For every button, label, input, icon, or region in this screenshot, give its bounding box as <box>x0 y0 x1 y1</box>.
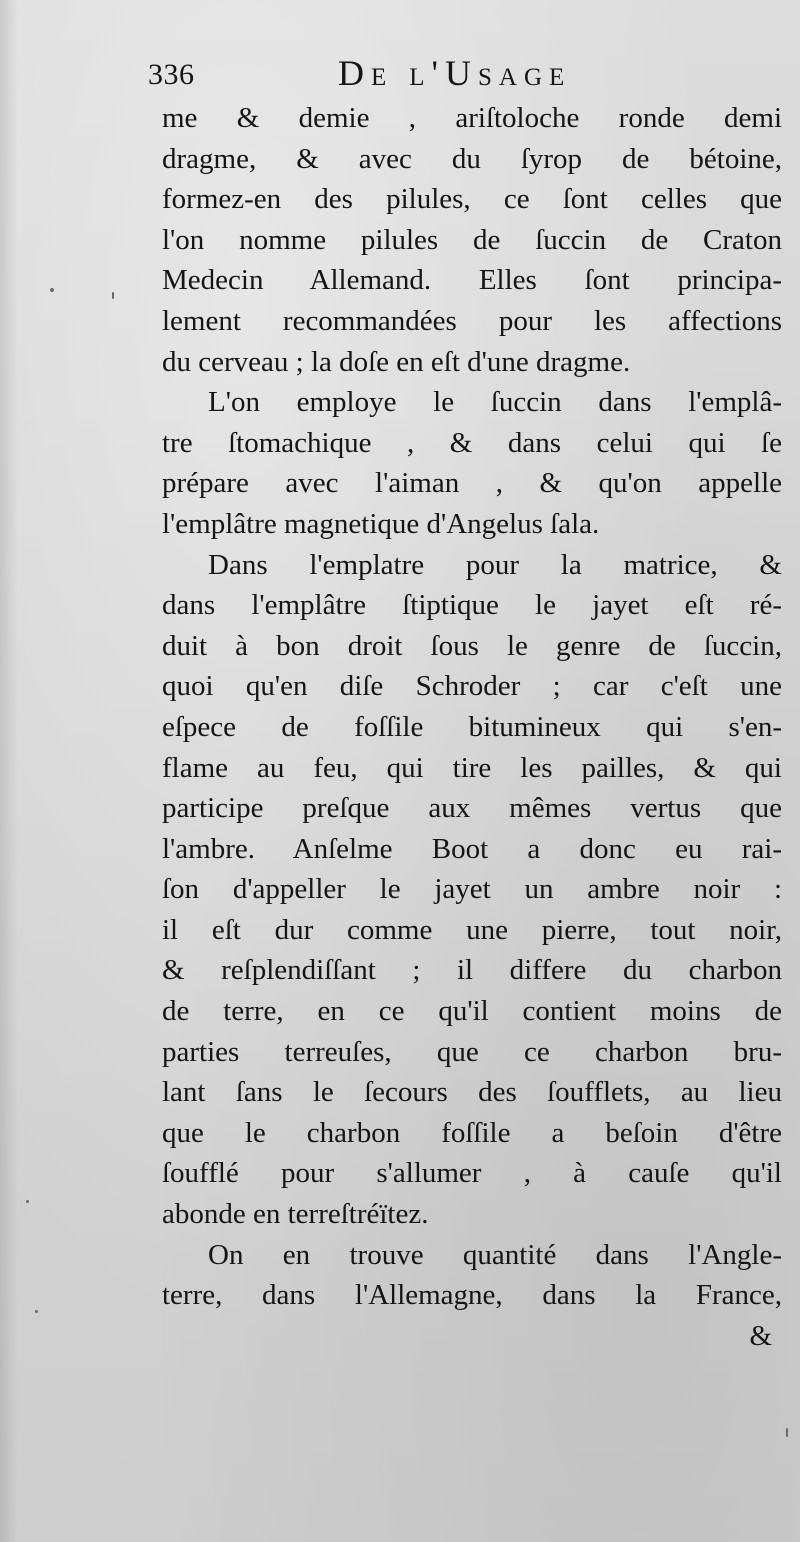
paper-speck <box>786 1428 788 1437</box>
text-line: parties terreuſes, que ce charbon bru- <box>162 1035 782 1068</box>
paragraph-start-line: L'on employe le ſuccin dans l'emplâ- <box>208 386 782 419</box>
text-line: que le charbon foſſile a beſoin d'être <box>162 1116 782 1149</box>
text-line: quoi qu'en diſe Schroder ; car c'eſt une <box>162 670 782 703</box>
page-header <box>148 52 788 98</box>
text-line: formez-en des pilules, ce ſont celles que <box>162 183 782 216</box>
body-text <box>162 98 782 1356</box>
text-line: terre, dans l'Allemagne, dans la France, <box>162 1279 782 1312</box>
page-gutter-shadow <box>0 0 18 1542</box>
text-line: l'ambre. Anſelme Boot a donc eu rai- <box>162 832 782 865</box>
paper-speck <box>112 292 114 299</box>
text-line: tre ſtomachique , & dans celui qui ſe <box>162 426 782 459</box>
text-line: eſpece de foſſile bitumineux qui s'en- <box>162 710 782 743</box>
text-line: lement recommandées pour les affections <box>162 304 782 337</box>
text-line: duit à bon droit ſous le genre de ſuccin, <box>162 629 782 662</box>
running-head: De l'Usage <box>338 53 572 93</box>
text-line: ſon d'appeller le jayet un ambre noir : <box>162 873 782 906</box>
paper-speck <box>26 1200 29 1203</box>
paragraph-start-line: On en trouve quantité dans l'Angle- <box>208 1238 782 1271</box>
paper-speck <box>50 288 54 292</box>
text-line: dans l'emplâtre ſtiptique le jayet eſt ré- <box>162 589 782 622</box>
text-line: dragme, & avec du ſyrop de bétoine, <box>162 142 782 175</box>
text-line: flame au feu, qui tire les pailles, & qui <box>162 751 782 784</box>
text-line: Medecin Allemand. Elles ſont principa- <box>162 264 782 297</box>
paper-speck <box>35 1310 38 1313</box>
text-line: prépare avec l'aiman , & qu'on appelle <box>162 467 782 500</box>
page-number: 336 <box>148 58 195 91</box>
text-line: & reſplendiſſant ; il differe du charbon <box>162 954 782 987</box>
text-line: ſoufflé pour s'allumer , à cauſe qu'il <box>162 1157 782 1190</box>
text-line: l'emplâtre magnetique d'Angelus ſala. <box>162 507 600 540</box>
text-line: du cerveau ; la doſe en eſt d'une dragme. <box>162 345 631 378</box>
text-line: l'on nomme pilules de ſuccin de Craton <box>162 223 782 256</box>
text-line: me & demie , ariſtoloche ronde demi <box>162 102 782 134</box>
text-line: participe preſque aux mêmes vertus que <box>162 792 782 825</box>
text-line: abonde en terreſtréïtez. <box>162 1198 429 1231</box>
paragraph-start-line: Dans l'emplatre pour la matrice, & <box>208 548 782 581</box>
text-line: il eſt dur comme une pierre, tout noir, <box>162 913 782 946</box>
text-line: de terre, en ce qu'il contient moins de <box>162 995 782 1028</box>
catchword: & <box>749 1319 772 1352</box>
text-line: lant ſans le ſecours des ſoufflets, au lieu <box>162 1076 782 1109</box>
